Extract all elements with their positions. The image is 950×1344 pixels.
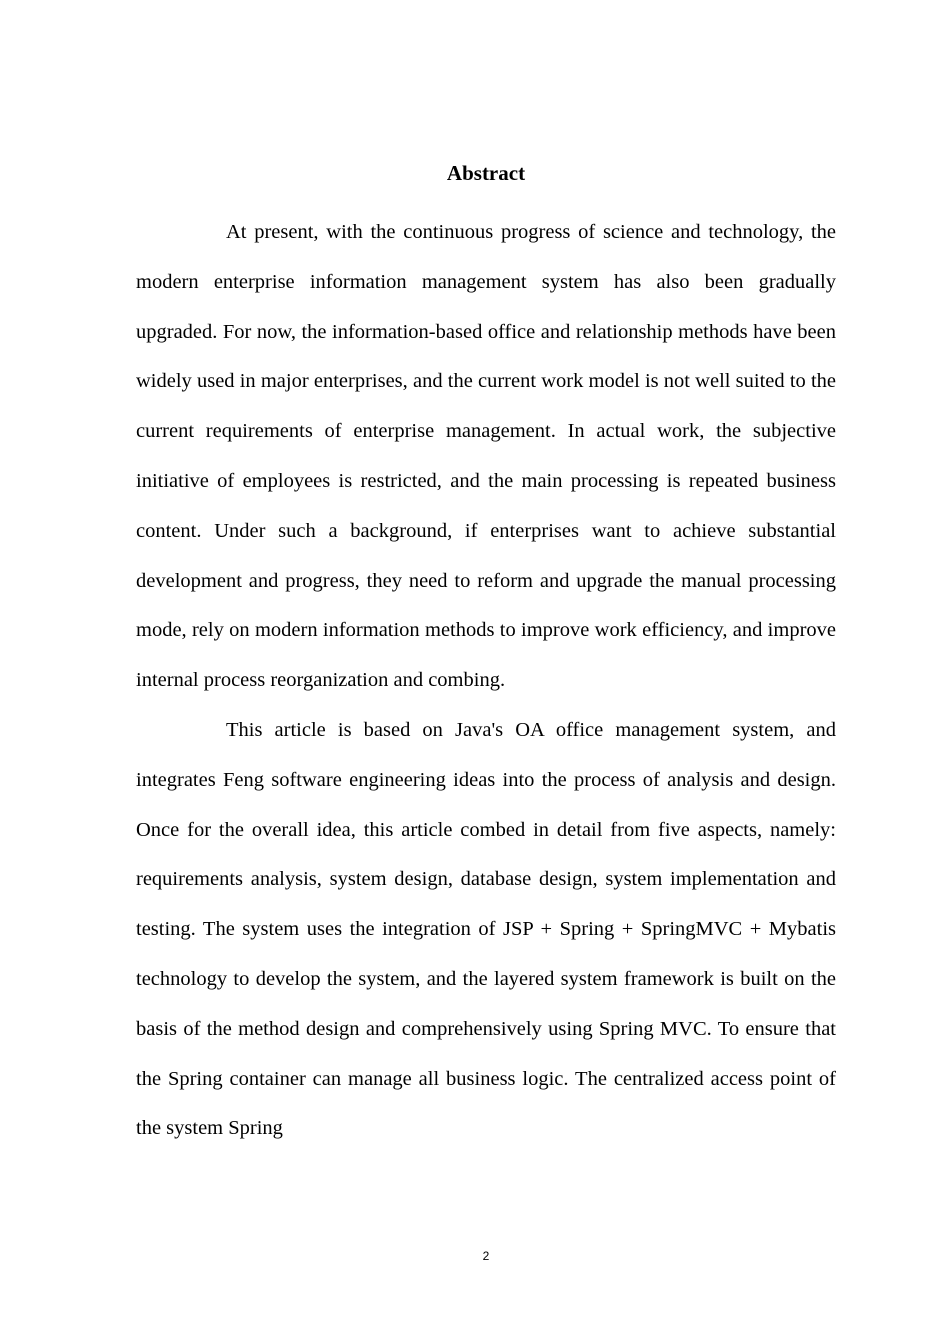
abstract-paragraph-2: This article is based on Java's OA office management system, and integrates Feng software engineering ideas into the process of analysis and design. Once for the overall idea, this article combed in detail from five aspects, namely: requirements analysis, system design, database design, system implementation and testing. The system uses the integration of JSP + Spring + SpringMVC + Mybatis technology to develop the system, and the layered system framework is built on the basis of the method design and comprehensively using Spring MVC. To ensure that the Spring container can manage all business logic. The centralized access point of the system Spring (136, 718, 836, 1140)
abstract-paragraph-1: At present, with the continuous progress of science and technology, the modern enterprise information management system has also been gradually upgraded. For now, the information-based office and relationship methods have been widely used in major enterprises, and the current work model is not well suited to the current requirements of enterprise management. In actual work, the subjective initiative of employees is restricted, and the main processing is repeated business content. Under such a background, if enterprises want to achieve substantial development and progress, they need to reform and upgrade the manual processing mode, rely on modern information methods to improve work efficiency, and improve internal process reorganization and combing. (136, 221, 836, 692)
page-number: 2 (482, 1249, 490, 1263)
abstract-body (136, 208, 836, 1154)
abstract-title: Abstract (446, 161, 526, 185)
